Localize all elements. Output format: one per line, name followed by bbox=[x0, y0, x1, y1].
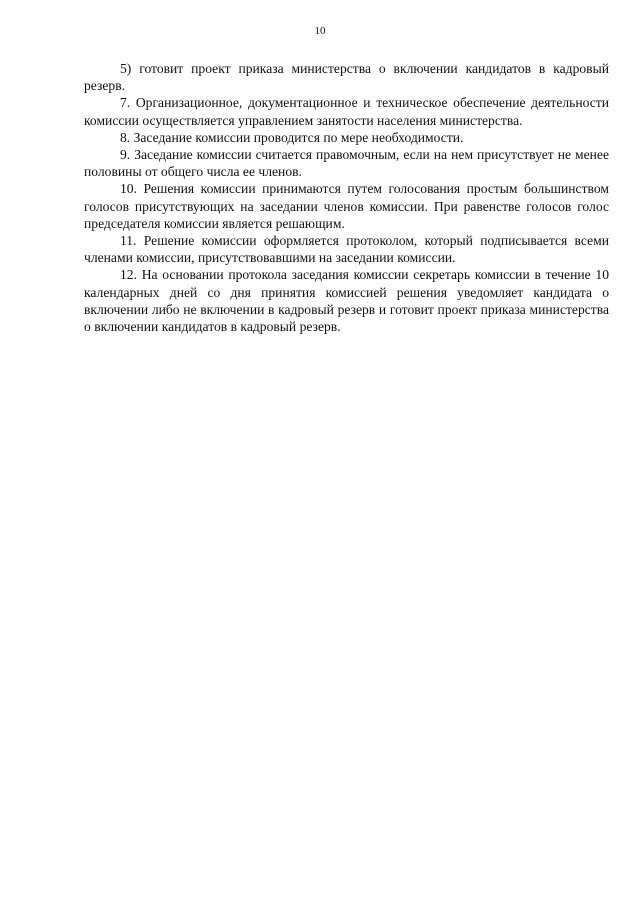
document-body bbox=[84, 60, 609, 335]
paragraph-item-8: 8. Заседание комиссии проводится по мере необходимости. bbox=[120, 129, 464, 145]
paragraph-item-5: 5) готовит проект приказа министерства о включении кандидатов в кадровый резерв. bbox=[84, 61, 609, 94]
paragraph-item-12: 12. На основании протокола заседания комиссии секретарь комиссии в течение 10 календарных дней со дня принятия комиссией решения уведомляет кандидата о включении либо не включении в кадровый резерв и готовит проект приказа министерства о включении кандидатов в кадровый резерв. bbox=[84, 267, 609, 335]
paragraph-item-9: 9. Заседание комиссии считается правомочным, если на нем присутствует не менее половины от общего числа ее членов. bbox=[84, 147, 609, 180]
paragraph-item-7: 7. Организационное, документационное и техническое обеспечение деятельности комиссии осуществляется управлением занятости населения министерства. bbox=[84, 95, 609, 128]
page-number: 10 bbox=[314, 25, 326, 37]
paragraph-item-11: 11. Решение комиссии оформляется протоколом, который подписывается всеми членами комиссии, присутствовавшими на заседании комиссии. bbox=[84, 233, 609, 266]
paragraph-item-10: 10. Решения комиссии принимаются путем голосования простым большинством голосов присутствующих на заседании членов комиссии. При равенстве голосов голос председателя комиссии является решающим. bbox=[84, 181, 609, 231]
